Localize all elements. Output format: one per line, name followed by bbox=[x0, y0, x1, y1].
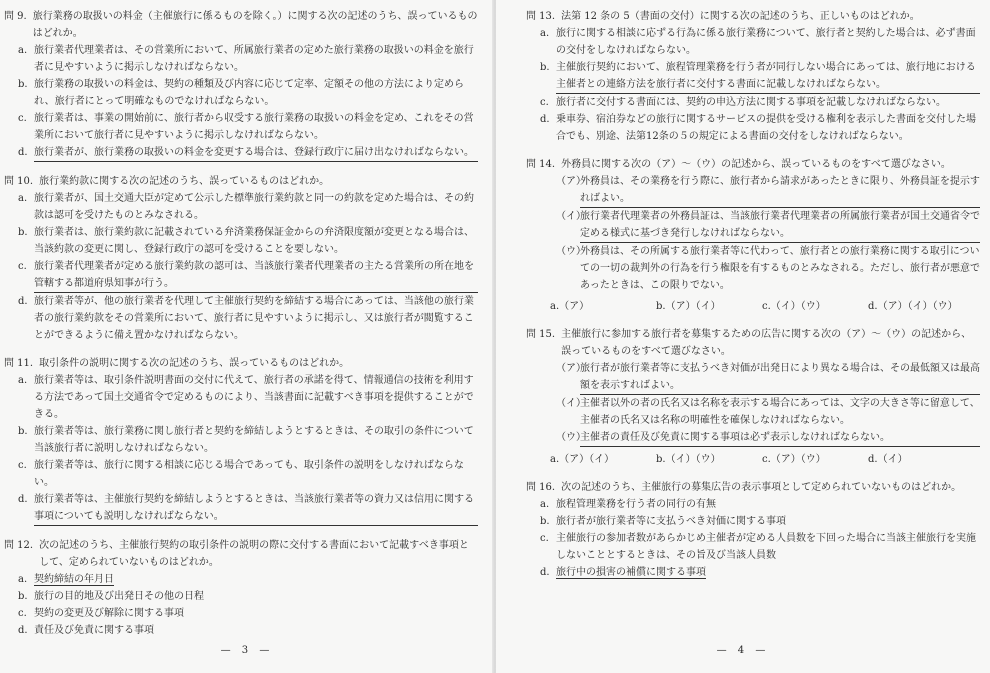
question-text: 法第 12 条の 5（書面の交付）に関する次の記述のうち、正しいものはどれか。 bbox=[561, 11, 920, 22]
question-number: 問 9. bbox=[4, 11, 27, 22]
option-c: c. 旅行業者代理業者が定める旅行業約款の認可は、当該旅行業者代理業者の主たる営業所の所在地を管轄する都道府県知事が行う。 bbox=[4, 258, 478, 293]
option-d: d. 責任及び免責に関する事項 bbox=[18, 625, 154, 636]
option-d: d. 旅行業者等が、他の旅行業者を代理して主催旅行契約を締結する場合にあっては、当該他の旅行業者の旅行業約款をその営業所において、旅行者に見やすいように掲示し、又は旅行者が閲覧することができるように備え置かなければならない。 bbox=[18, 296, 474, 341]
option-a: a. 旅行業者が、国土交通大臣が定めて公示した標準旅行業約款と同一の約款を定めた場合は、その約款は認可を受けたものとみなされる。 bbox=[18, 193, 474, 221]
question-number: 問 15. bbox=[526, 329, 556, 340]
question-number: 問 14. bbox=[526, 159, 556, 170]
option-d: d. 旅行業者等は、主催旅行契約を締結しようとするときは、当該旅行業者等の資力又は信用に関する事項についても説明しなければならない。 bbox=[4, 491, 478, 526]
statement-a: （ア） 旅行者が旅行業者等に支払うべき対価が出発日により異なる場合は、その最低額又は最高額を表示すればよい。 bbox=[526, 360, 980, 395]
question-16 bbox=[526, 479, 980, 581]
page-4 bbox=[496, 0, 990, 673]
question-text: 旅行業務の取扱いの料金（主催旅行に係るものを除く。）に関する次の記述のうち、誤っているものはどれか。 bbox=[32, 11, 478, 39]
choice-b: b.（イ）（ウ） bbox=[656, 454, 721, 465]
question-number: 問 16. bbox=[526, 482, 556, 493]
option-a: a. 旅程管理業務を行う者の同行の有無 bbox=[540, 499, 716, 510]
choice-b: b.（ア）（イ） bbox=[656, 301, 721, 312]
option-b: b. 旅行業務の取扱いの料金は、契約の種類及び内容に応じて定率、定額その他の方法により定められ、旅行者にとって明確なものでなければならない。 bbox=[18, 79, 464, 107]
question-number: 問 11. bbox=[4, 358, 34, 369]
choice-c: c.（ア）（ウ） bbox=[762, 454, 826, 465]
choice-d: d.（ア）（イ）（ウ） bbox=[868, 301, 958, 312]
statement-u: （ウ） 主催者の責任及び免責に関する事項は必ず表示しなければならない。 bbox=[526, 429, 980, 447]
question-number: 問 10. bbox=[4, 176, 34, 187]
choice-c: c.（イ）（ウ） bbox=[762, 301, 826, 312]
answer-choices bbox=[526, 451, 980, 468]
question-text: 外務員に関する次の（ア）～（ウ）の記述から、誤っているものをすべて選びなさい。 bbox=[561, 159, 951, 170]
option-c: c. 旅行業者等は、旅行に関する相談に応じる場合であっても、取引条件の説明をしなければならない。 bbox=[18, 460, 464, 488]
option-c: c. 主催旅行の参加者数があらかじめ主催者が定める人員数を下回った場合に当該主催旅行を実施しないこととするときは、その旨及び当該人員数 bbox=[540, 533, 976, 561]
question-9 bbox=[4, 8, 478, 162]
option-c: c. 旅行業者は、事業の開始前に、旅行者から収受する旅行業務の取扱いの料金を定め、これをその営業所において旅行者に見やすいように掲示しなければならない。 bbox=[18, 113, 474, 141]
answer-choices bbox=[526, 298, 980, 315]
question-12 bbox=[4, 537, 478, 639]
question-text: 次の記述のうち、主催旅行の募集広告の表示事項として定められていないものはどれか。 bbox=[561, 482, 962, 493]
question-text: 旅行業約款に関する次の記述のうち、誤っているものはどれか。 bbox=[39, 176, 330, 187]
option-d: d. 旅行業者が、旅行業務の取扱いの料金を変更する場合は、登録行政庁に届け出なければならない。 bbox=[4, 144, 478, 162]
question-14 bbox=[526, 156, 980, 315]
choice-a: a.（ア） bbox=[550, 301, 590, 312]
question-13 bbox=[526, 8, 980, 145]
statement-u: （ウ） 外務員は、その所属する旅行業者等に代わって、旅行者との旅行業務に関する取引についての一切の裁判外の行為を行う権限を有するものとみなされる。ただし、旅行者が悪意であったときは、この限りでない。 bbox=[556, 246, 980, 291]
option-c: c. 契約の変更及び解除に関する事項 bbox=[18, 608, 184, 619]
statement-i: （イ） 旅行業者代理業者の外務員証は、当該旅行業者代理業者の所属旅行業者が国土交通省令で定める様式に基づき発行しなければならない。 bbox=[526, 208, 980, 243]
option-d: d. 旅行中の損害の補償に関する事項 bbox=[540, 567, 706, 578]
option-c: c. 旅行者に交付する書面には、契約の申込方法に関する事項を記載しなければならない。 bbox=[540, 97, 946, 108]
page-3 bbox=[0, 0, 494, 673]
page-number: — 4 — bbox=[716, 645, 770, 656]
option-b: b. 主催旅行契約において、旅程管理業務を行う者が同行しない場合にあっては、旅行地における主催者との連絡方法を旅行者に交付する書面に記載しなければならない。 bbox=[526, 59, 980, 94]
question-text: 次の記述のうち、主催旅行契約の取引条件の説明の際に交付する書面において記載すべき事項として、定められていないものはどれか。 bbox=[39, 540, 469, 568]
option-b: b. 旅行業者は、旅行業約款に記載されている弁済業務保証金からの弁済限度額が変更となる場合は、当該約款の変更に関し、登録行政庁の認可を受けることを要しない。 bbox=[18, 227, 474, 255]
option-a: a. 旅行に関する相談に応ずる行為に係る旅行業務について、旅行者と契約した場合は、必ず書面の交付をしなければならない。 bbox=[540, 28, 976, 56]
option-b: b. 旅行者が旅行業者等に支払うべき対価に関する事項 bbox=[540, 516, 786, 527]
question-text: 取引条件の説明に関する次の記述のうち、誤っているものはどれか。 bbox=[39, 358, 350, 369]
option-d: d. 乗車券、宿泊券などの旅行に関するサービスの提供を受ける権利を表示した書面を交付した場合でも、別途、法第12条の５の規定による書面の交付をしなければならない。 bbox=[540, 114, 976, 142]
statement-i: （イ） 主催者以外の者の氏名又は名称を表示する場合にあっては、文字の大きさ等に留意して、主催者の氏名又は名称の明確性を確保しなければならない。 bbox=[556, 398, 980, 426]
question-text: 主催旅行に参加する旅行者を募集するための広告に関する次の（ア）～（ウ）の記述から、誤っているものをすべて選びなさい。 bbox=[561, 329, 972, 357]
statement-a: （ア） 外務員は、その業務を行う際に、旅行者から請求があったときに限り、外務員証を提示すればよい。 bbox=[526, 173, 980, 208]
question-number: 問 13. bbox=[526, 11, 556, 22]
question-15 bbox=[526, 326, 980, 468]
option-a: a. 旅行業者代理業者は、その営業所において、所属旅行業者の定めた旅行業務の取扱いの料金を旅行者に見やすいように掲示しなければならない。 bbox=[18, 45, 474, 73]
page-number: — 3 — bbox=[220, 645, 274, 656]
option-b: b. 旅行の目的地及び出発日その他の日程 bbox=[18, 591, 204, 602]
option-b: b. 旅行業者等は、旅行業務に関し旅行者と契約を締結しようとするときは、その取引の条件について当該旅行者に説明しなければならない。 bbox=[18, 426, 474, 454]
question-number: 問 12. bbox=[4, 540, 34, 551]
option-a: a. 旅行業者等は、取引条件説明書面の交付に代えて、旅行者の承諾を得て、情報通信の技術を利用する方法であって国土交通省令で定めるものにより、当該書面に記載すべき事項を提供することができる。 bbox=[18, 375, 474, 420]
option-a: a. 契約締結の年月日 bbox=[18, 574, 114, 585]
question-11 bbox=[4, 355, 478, 526]
choice-d: d.（イ） bbox=[868, 454, 908, 465]
question-10 bbox=[4, 173, 478, 344]
choice-a: a.（ア）（イ） bbox=[550, 454, 615, 465]
